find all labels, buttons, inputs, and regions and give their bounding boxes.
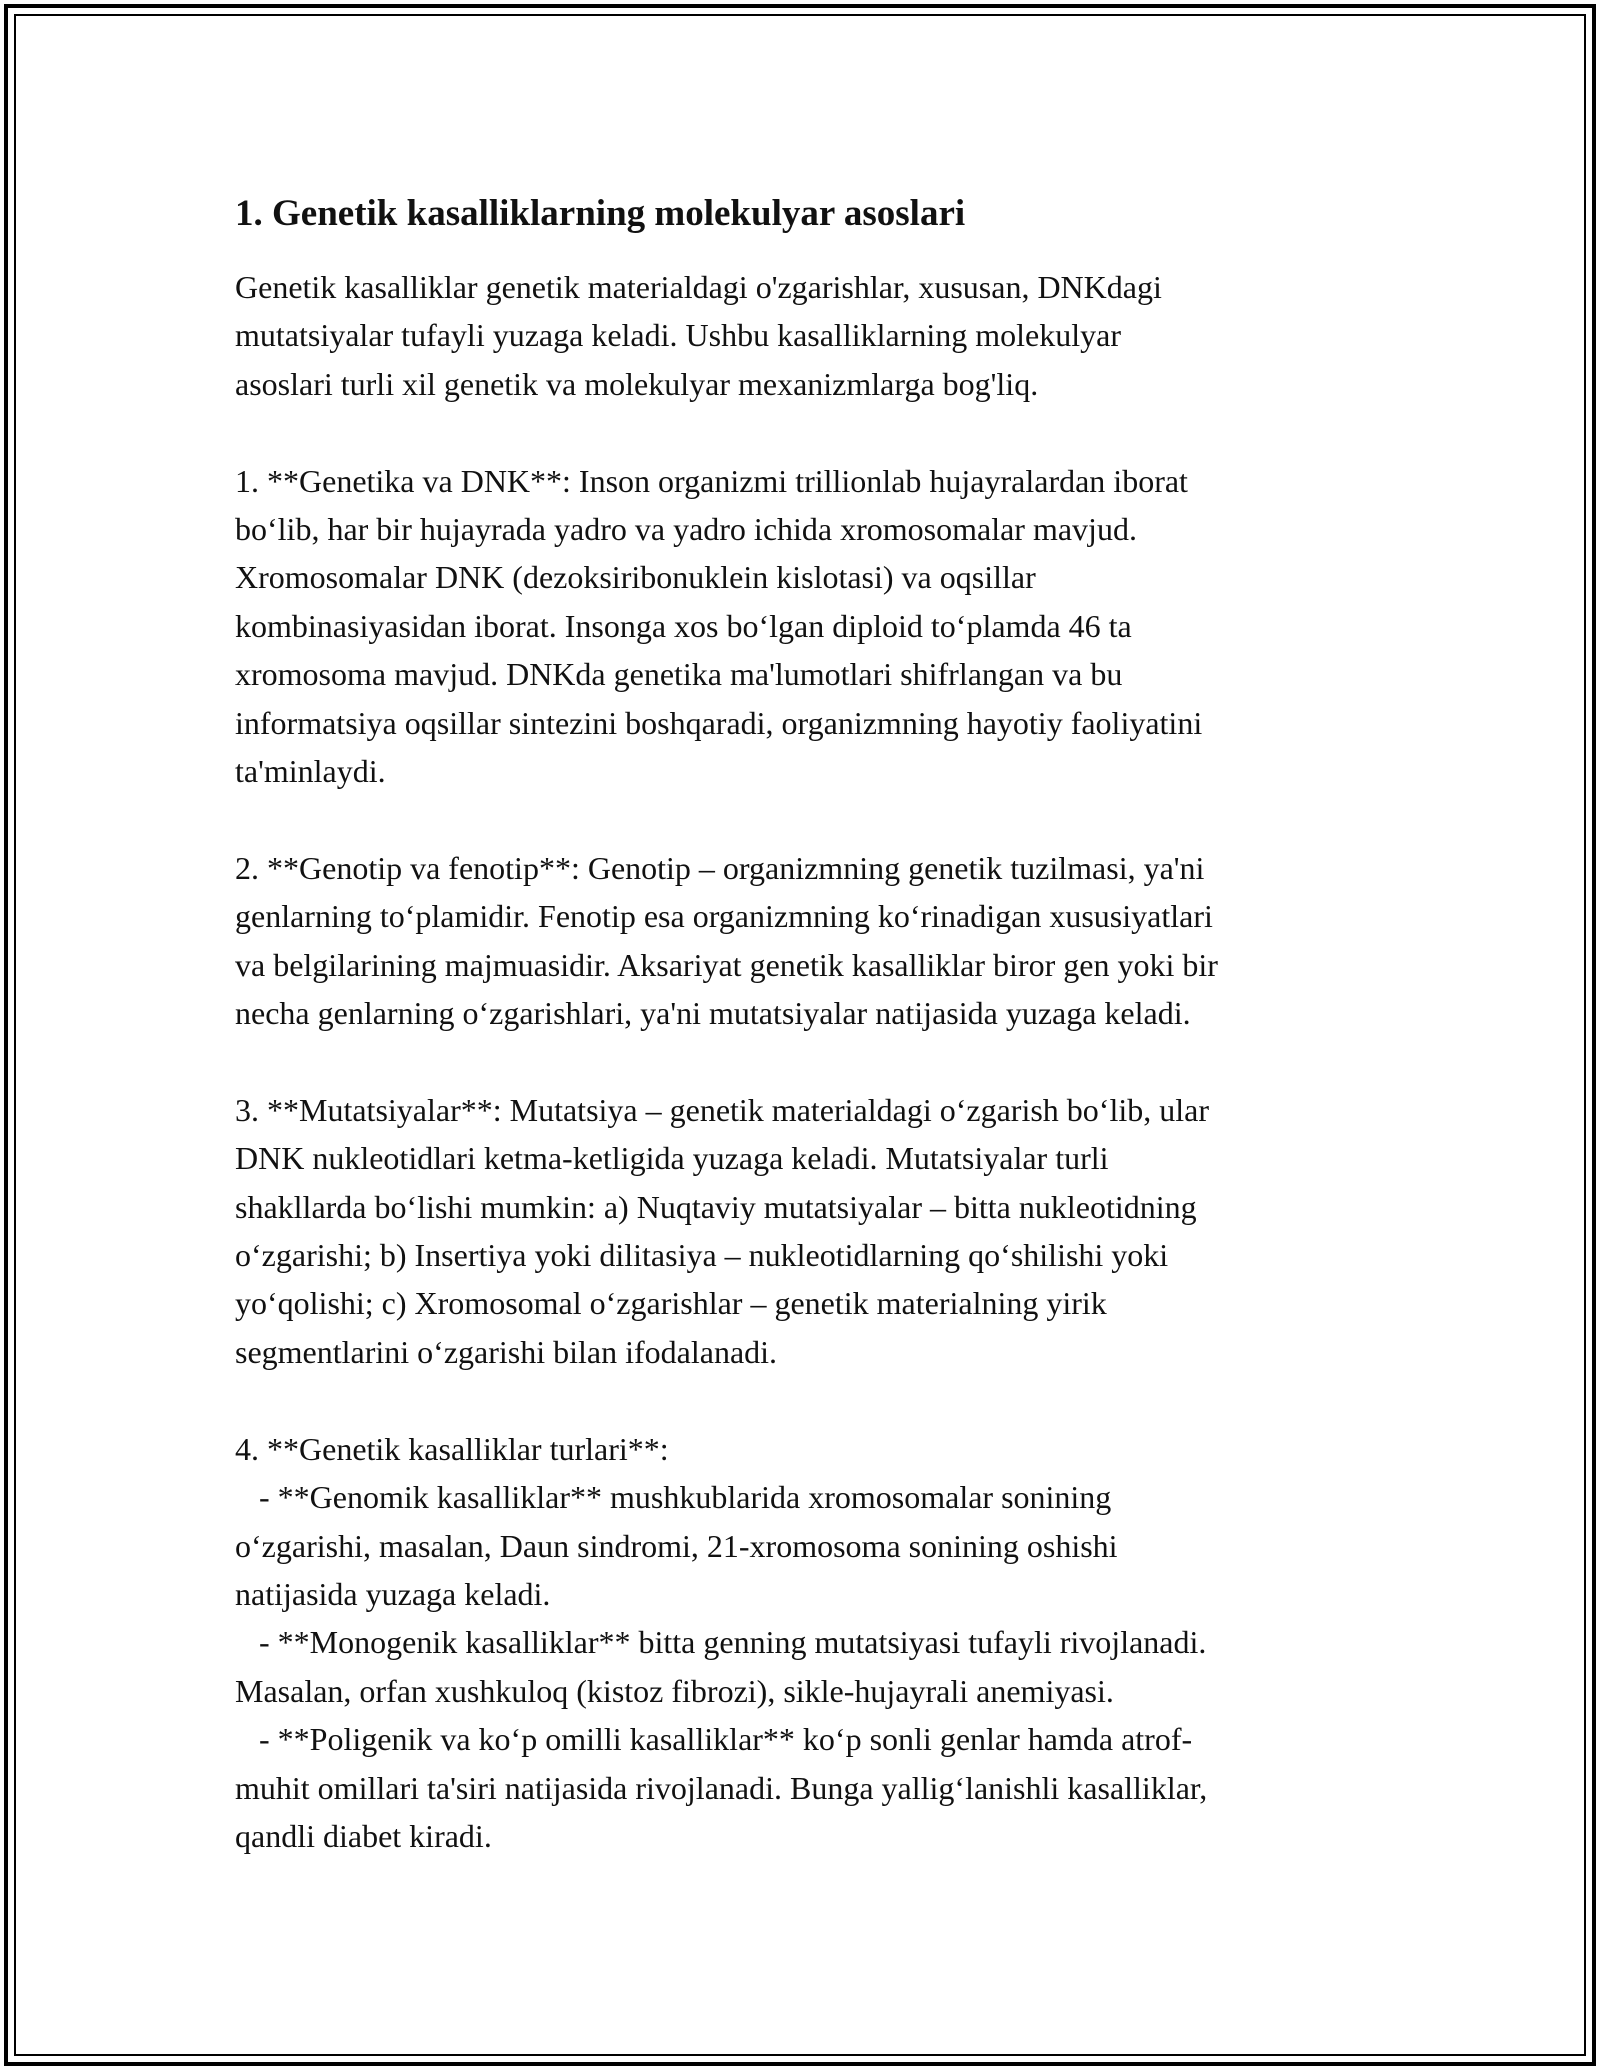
- genotype-phenotype-paragraph: 2. **Genotip va fenotip**: Genotip – organizmning genetik tuzilmasi, ya'ni genlarning to‘plamidir. Fenotip esa organizmning ko‘rinadigan xususiyatlari va belgilarining majmuasidir. Aksariyat genetik kasalliklar biror gen yoki bir necha genlarning o‘zgarishlari, ya'ni mutatsiyalar natijasida yuzaga keladi.: [235, 849, 1218, 1032]
- paragraph-gap: [235, 1037, 1385, 1085]
- genetics-dna-paragraph: 1. **Genetika va DNK**: Inson organizmi trillionlab hujayralardan iborat bo‘lib, har bir hujayrada yadro va yadro ichida xromosomalar mavjud. Xromosomalar DNK (dezoksiribonuklein kislotasi) va oqsillar kombinasiyasidan iborat. Insonga xos bo‘lgan diploid to‘plamda 46 ta xromosoma mavjud. DNKda genetika ma'lumotlari shifrlangan va bu informatsiya oqsillar sintezini boshqaradi, organizmning hayotiy faoliyatini ta'minlaydi.: [235, 462, 1203, 790]
- intro-paragraph: Genetik kasalliklar genetik materialdagi o'zgarishlar, xususan, DNKdagi mutatsiyalar tufayli yuzaga keladi. Ushbu kasalliklarning molekulyar asoslari turli xil genetik va molekulyar mexanizmlarga bog'liq.: [235, 269, 1162, 402]
- section-heading: 1. Genetik kasalliklarning molekulyar asoslari: [235, 193, 966, 234]
- disease-types-paragraph: 4. **Genetik kasalliklar turlari**: - **Genomik kasalliklar** mushkublarida xromosomalar sonining o‘zgarishi, masalan, Daun sindromi, 21-xromosoma sonining oshishi natijasida yuzaga keladi. - **Monogenik kasalliklar** bitta genning mutatsiyasi tufayli rivojlanadi. Masalan, orfan xushkuloq (kistoz fibrozi), sikle-hujayrali anemiyasi. - **Poligenik va ko‘p omilli kasalliklar** ko‘p sonli genlar hamda atrof- muhit omillari ta'siri natijasida rivojlanadi. Bunga yallig‘lanishli kasalliklar, qandli diabet kiradi.: [235, 1430, 1208, 1854]
- paragraph-gap: [235, 795, 1385, 843]
- paragraph-gap: [235, 408, 1385, 456]
- paragraph-gap: [235, 1376, 1385, 1424]
- mutations-paragraph: 3. **Mutatsiyalar**: Mutatsiya – genetik materialdagi o‘zgarish bo‘lib, ular DNK nukleotidlari ketma-ketligida yuzaga keladi. Mutatsiyalar turli shakllarda bo‘lishi mumkin: a) Nuqtaviy mutatsiyalar – bitta nukleotidning o‘zgarishi; b) Insertiya yoki dilitasiya – nukleotidlarning qo‘shilishi yoki yo‘qolishi; c) Xromosomal o‘zgarishlar – genetik materialning yirik segmentlarini o‘zgarishi bilan ifodalanadi.: [235, 1091, 1209, 1370]
- document-body: [235, 188, 1385, 1860]
